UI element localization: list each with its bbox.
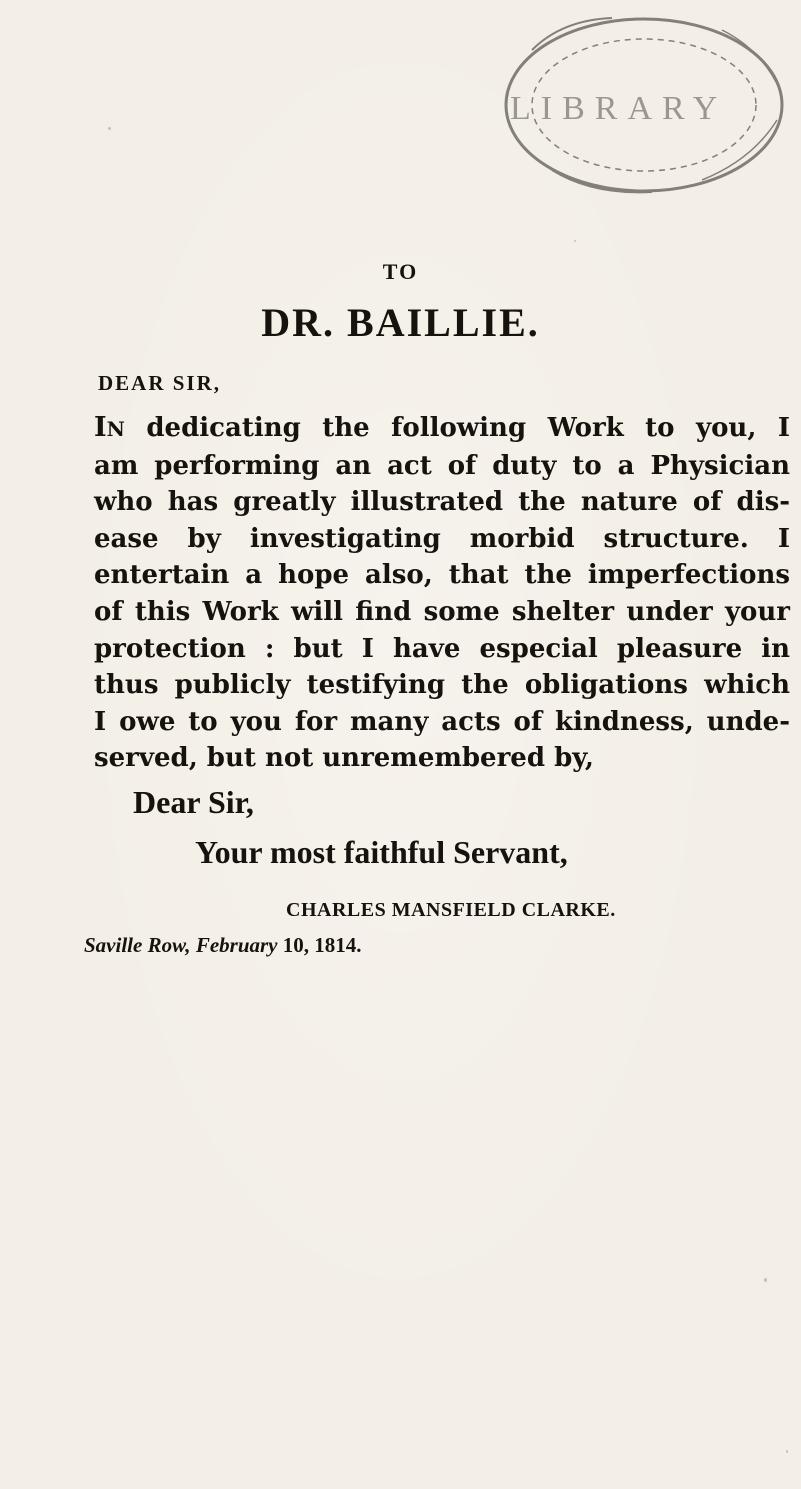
- body-line: protection : but I have especial pleasure in: [94, 633, 790, 664]
- stamp-text: LIBRARY: [510, 90, 728, 127]
- initial-rest: N: [106, 417, 125, 441]
- body-line: I owe to you for many acts of kindness, unde-: [94, 706, 790, 737]
- body-line: am performing an act of duty to a Physician: [94, 450, 790, 481]
- month: February: [195, 933, 278, 957]
- author-name: CHARLES MANSFIELD CLARKE.: [286, 899, 616, 921]
- salutation: DEAR SIR,: [98, 371, 222, 395]
- body-line: ease by investigating morbid structure. I: [94, 523, 790, 554]
- library-stamp-icon: [492, 10, 792, 200]
- closing: Dear Sir,: [133, 784, 254, 820]
- body-line: thus publicly testifying the obligations which: [94, 670, 790, 701]
- body-line: entertain a hope also, that the imperfections: [94, 560, 790, 591]
- valediction: Your most faithful Servant,: [195, 834, 568, 870]
- dedication-to: TO: [382, 259, 419, 284]
- drop-initial: I: [94, 412, 107, 443]
- body-line: served, but not unremembered by,: [94, 743, 594, 774]
- dedicatee-name: DR. BAILLIE.: [261, 300, 540, 345]
- body-line: of this Work will find some shelter under your: [94, 596, 790, 627]
- body-line: who has greatly illustrated the nature of dis-: [94, 487, 790, 518]
- place-date: [84, 933, 362, 958]
- dedication-body: [94, 410, 790, 777]
- body-line: IN dedicating the following Work to you, I: [94, 412, 790, 443]
- date: 10, 1814.: [282, 933, 362, 957]
- place: Saville Row,: [84, 933, 191, 957]
